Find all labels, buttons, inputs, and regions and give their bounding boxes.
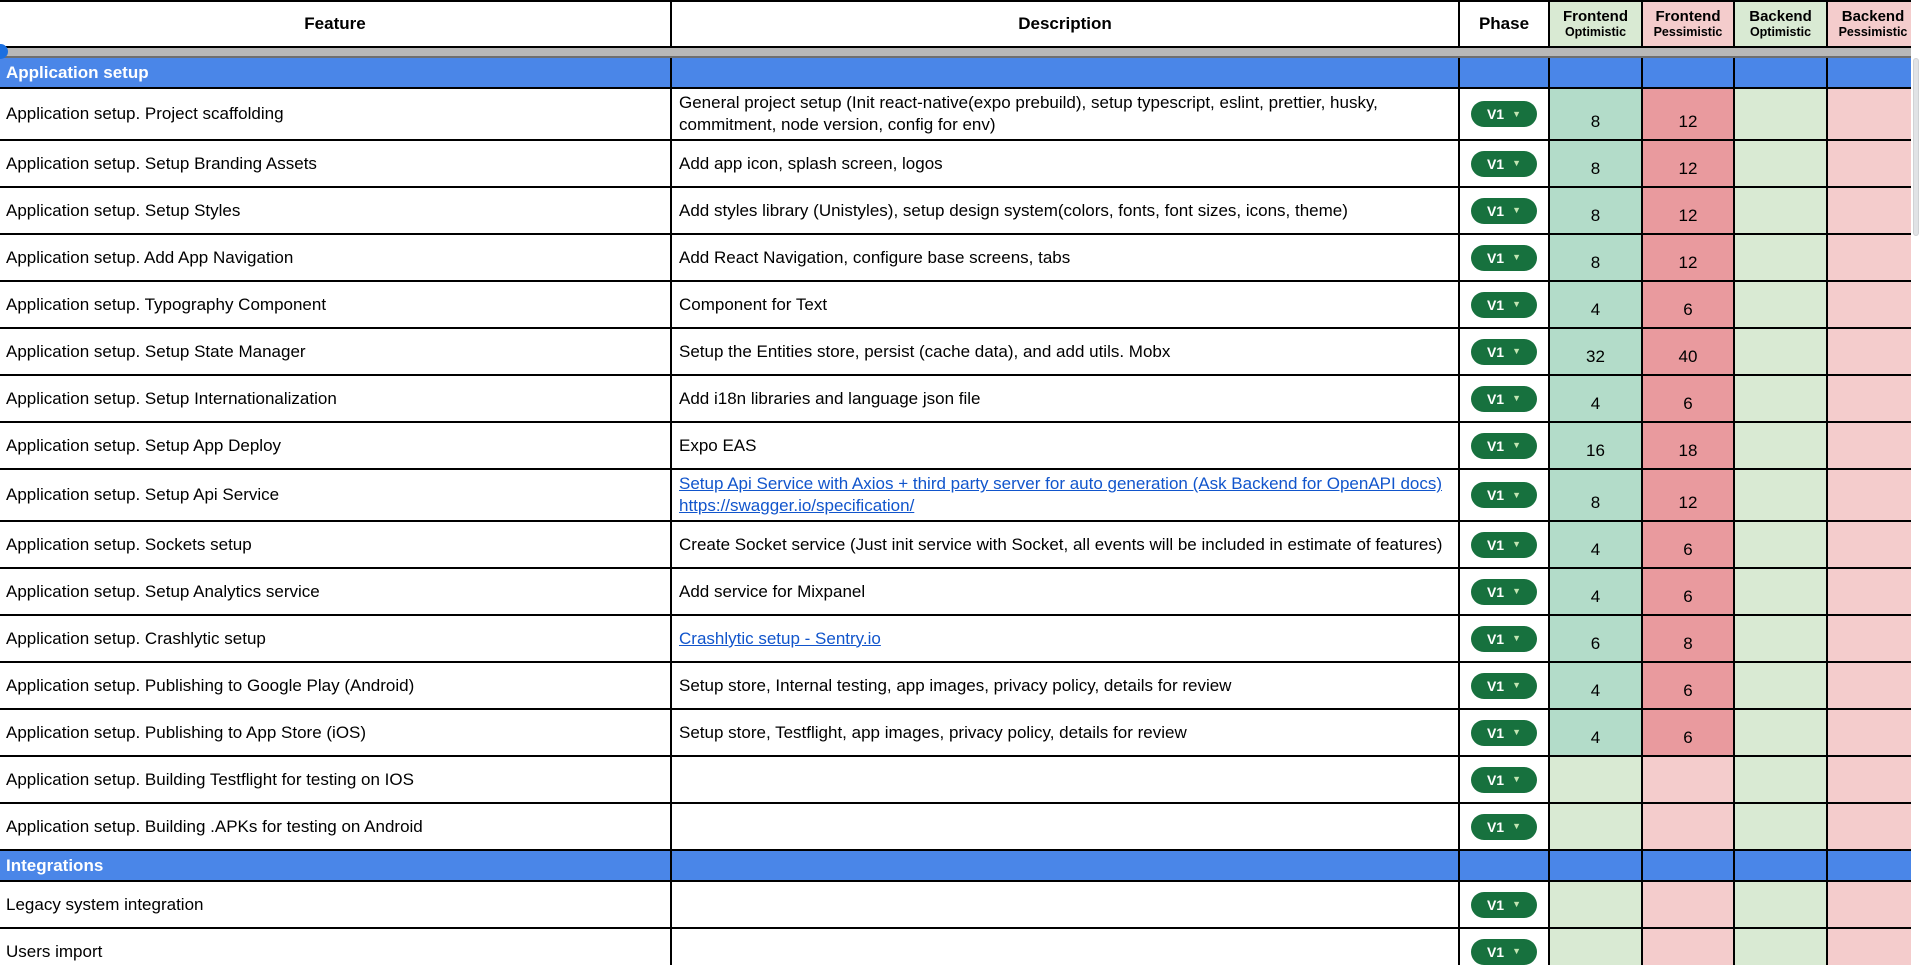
estimate-cell-backend-pessimistic[interactable] <box>1828 376 1920 423</box>
phase-chip[interactable] <box>1471 579 1537 605</box>
estimate-cell-backend-pessimistic[interactable] <box>1828 522 1920 569</box>
phase-chip[interactable] <box>1471 433 1537 459</box>
phase-chip[interactable] <box>1471 939 1537 965</box>
scrollbar-thumb[interactable] <box>1913 58 1919 236</box>
estimate-cell-frontend-pessimistic[interactable]: 6 <box>1643 376 1735 423</box>
estimate-cell-frontend-pessimistic[interactable] <box>1643 757 1735 804</box>
estimate-cell-backend-optimistic[interactable] <box>1735 882 1828 929</box>
header-row <box>0 0 1920 48</box>
chevron-down-icon: ▼ <box>1512 205 1522 216</box>
chevron-down-icon: ▼ <box>1512 158 1522 169</box>
feature-cell[interactable]: Application setup. Project scaffolding <box>0 89 672 141</box>
phase-chip[interactable] <box>1471 151 1537 177</box>
phase-cell[interactable] <box>1460 569 1550 616</box>
description-cell[interactable]: Add service for Mixpanel <box>672 569 1460 616</box>
estimate-cell-frontend-pessimistic[interactable]: 12 <box>1643 89 1735 141</box>
chevron-down-icon: ▼ <box>1512 108 1522 119</box>
chevron-down-icon: ▼ <box>1512 946 1522 957</box>
header-label: Backend <box>1841 7 1905 25</box>
feature-cell[interactable]: Application setup. Publishing to App Store (iOS) <box>0 710 672 757</box>
phase-cell[interactable] <box>1460 710 1550 757</box>
table-row <box>0 569 1920 616</box>
header-sublabel: Optimistic <box>1564 25 1627 40</box>
estimate-cell-backend-pessimistic[interactable] <box>1828 282 1920 329</box>
phase-cell[interactable] <box>1460 282 1550 329</box>
estimate-cell-backend-pessimistic[interactable] <box>1828 929 1920 965</box>
column-header-backend-pessimistic[interactable] <box>1828 2 1920 48</box>
phase-cell[interactable] <box>1460 663 1550 710</box>
estimate-cell-backend-optimistic[interactable] <box>1735 616 1828 663</box>
phase-cell[interactable] <box>1460 470 1550 522</box>
section-cell[interactable] <box>672 851 1460 882</box>
estimate-cell-backend-pessimistic[interactable] <box>1828 663 1920 710</box>
estimate-cell-backend-pessimistic[interactable] <box>1828 188 1920 235</box>
estimate-cell-frontend-pessimistic[interactable]: 40 <box>1643 329 1735 376</box>
header-label: Frontend <box>1563 7 1628 25</box>
table-row <box>0 376 1920 423</box>
phase-cell[interactable] <box>1460 188 1550 235</box>
feature-cell[interactable]: Application setup. Typography Component <box>0 282 672 329</box>
chevron-down-icon: ▼ <box>1512 489 1522 500</box>
phase-chip-label: V1 <box>1486 390 1505 407</box>
estimate-cell-frontend-optimistic[interactable]: 32 <box>1550 329 1643 376</box>
header-label: Backend <box>1749 7 1812 25</box>
estimate-cell-backend-optimistic[interactable] <box>1735 522 1828 569</box>
estimate-cell-frontend-pessimistic[interactable]: 6 <box>1643 710 1735 757</box>
section-cell[interactable] <box>1550 58 1643 89</box>
estimate-cell-frontend-pessimistic[interactable]: 8 <box>1643 616 1735 663</box>
estimate-cell-backend-pessimistic[interactable] <box>1828 89 1920 141</box>
feature-cell[interactable]: Application setup. Sockets setup <box>0 522 672 569</box>
estimate-cell-frontend-pessimistic[interactable] <box>1643 882 1735 929</box>
estimate-cell-frontend-optimistic[interactable]: 8 <box>1550 188 1643 235</box>
estimate-cell-frontend-optimistic[interactable]: 8 <box>1550 470 1643 522</box>
estimate-cell-backend-optimistic[interactable] <box>1735 282 1828 329</box>
description-cell[interactable]: Add React Navigation, configure base screens, tabs <box>672 235 1460 282</box>
estimate-cell-frontend-pessimistic[interactable]: 6 <box>1643 663 1735 710</box>
chevron-down-icon: ▼ <box>1512 633 1522 644</box>
phase-chip[interactable] <box>1471 532 1537 558</box>
estimate-cell-backend-optimistic[interactable] <box>1735 188 1828 235</box>
phase-chip[interactable] <box>1471 482 1537 508</box>
phase-chip[interactable] <box>1471 245 1537 271</box>
phase-chip[interactable] <box>1471 339 1537 365</box>
section-cell[interactable] <box>1460 58 1550 89</box>
section-cell[interactable] <box>672 58 1460 89</box>
phase-chip[interactable] <box>1471 626 1537 652</box>
phase-chip[interactable] <box>1471 767 1537 793</box>
phase-chip-label: V1 <box>1486 106 1505 123</box>
chevron-down-icon: ▼ <box>1512 899 1522 910</box>
feature-cell[interactable]: Application setup. Setup App Deploy <box>0 423 672 470</box>
phase-cell[interactable] <box>1460 522 1550 569</box>
section-cell[interactable] <box>1550 851 1643 882</box>
description-cell[interactable]: Create Socket service (Just init service with Socket, all events will be included in estimate of features) <box>672 522 1460 569</box>
phase-chip[interactable] <box>1471 814 1537 840</box>
feature-cell[interactable]: Application setup. Setup Internationalization <box>0 376 672 423</box>
feature-cell[interactable]: Application setup. Setup Styles <box>0 188 672 235</box>
phase-cell[interactable] <box>1460 141 1550 188</box>
section-cell[interactable] <box>1828 58 1920 89</box>
estimate-cell-frontend-optimistic[interactable]: 8 <box>1550 141 1643 188</box>
column-header-frontend-optimistic[interactable] <box>1550 2 1643 48</box>
section-title-cell[interactable]: Application setup <box>0 58 672 89</box>
estimate-cell-frontend-optimistic[interactable] <box>1550 804 1643 851</box>
estimate-cell-backend-optimistic[interactable] <box>1735 710 1828 757</box>
estimate-cell-frontend-optimistic[interactable] <box>1550 882 1643 929</box>
column-header-frontend-pessimistic[interactable] <box>1643 2 1735 48</box>
phase-cell[interactable] <box>1460 804 1550 851</box>
table-row <box>0 616 1920 663</box>
description-cell[interactable]: Setup store, Internal testing, app images, privacy policy, details for review <box>672 663 1460 710</box>
description-cell[interactable]: Expo EAS <box>672 423 1460 470</box>
phase-chip-label: V1 <box>1486 896 1505 913</box>
description-cell[interactable]: Component for Text <box>672 282 1460 329</box>
estimate-cell-frontend-optimistic[interactable]: 4 <box>1550 376 1643 423</box>
estimate-cell-backend-pessimistic[interactable] <box>1828 329 1920 376</box>
phase-chip-label: V1 <box>1486 536 1505 553</box>
table-body <box>0 58 1920 965</box>
estimate-cell-backend-pessimistic[interactable] <box>1828 470 1920 522</box>
phase-cell[interactable] <box>1460 376 1550 423</box>
estimate-cell-backend-optimistic[interactable] <box>1735 804 1828 851</box>
estimate-cell-frontend-optimistic[interactable]: 4 <box>1550 522 1643 569</box>
chevron-down-icon: ▼ <box>1512 586 1522 597</box>
estimate-cell-backend-pessimistic[interactable] <box>1828 423 1920 470</box>
estimate-cell-backend-pessimistic[interactable] <box>1828 710 1920 757</box>
feature-cell[interactable]: Users import <box>0 929 672 965</box>
estimate-cell-backend-optimistic[interactable] <box>1735 141 1828 188</box>
estimate-cell-backend-pessimistic[interactable] <box>1828 141 1920 188</box>
estimate-cell-frontend-optimistic[interactable]: 8 <box>1550 89 1643 141</box>
description-cell[interactable] <box>672 757 1460 804</box>
table-row <box>0 329 1920 376</box>
section-title-cell[interactable]: Integrations <box>0 851 672 882</box>
estimate-cell-backend-pessimistic[interactable] <box>1828 804 1920 851</box>
estimate-cell-backend-optimistic[interactable] <box>1735 470 1828 522</box>
phase-chip-label: V1 <box>1486 343 1505 360</box>
feature-cell[interactable]: Application setup. Publishing to Google Play (Android) <box>0 663 672 710</box>
header-sublabel: Pessimistic <box>1838 25 1908 40</box>
estimate-cell-frontend-optimistic[interactable]: 4 <box>1550 663 1643 710</box>
description-cell[interactable]: Add i18n libraries and language json file <box>672 376 1460 423</box>
estimate-cell-backend-pessimistic[interactable] <box>1828 616 1920 663</box>
table-row <box>0 235 1920 282</box>
phase-chip-label: V1 <box>1486 202 1505 219</box>
chevron-down-icon: ▼ <box>1512 539 1522 550</box>
feature-cell[interactable]: Application setup. Setup Analytics service <box>0 569 672 616</box>
chevron-down-icon: ▼ <box>1512 393 1522 404</box>
column-header-phase[interactable]: Phase <box>1460 2 1550 48</box>
phase-chip[interactable] <box>1471 720 1537 746</box>
phase-chip-label: V1 <box>1486 583 1505 600</box>
estimate-cell-frontend-pessimistic[interactable]: 6 <box>1643 282 1735 329</box>
description-cell[interactable] <box>672 616 1460 663</box>
estimate-cell-frontend-pessimistic[interactable]: 6 <box>1643 569 1735 616</box>
description-cell[interactable] <box>672 929 1460 965</box>
description-cell[interactable] <box>672 804 1460 851</box>
table-row <box>0 882 1920 929</box>
table-row <box>0 282 1920 329</box>
description-cell[interactable]: Setup store, Testflight, app images, privacy policy, details for review <box>672 710 1460 757</box>
estimate-cell-backend-pessimistic[interactable] <box>1828 569 1920 616</box>
phase-chip-label: V1 <box>1486 630 1505 647</box>
table-row <box>0 804 1920 851</box>
section-cell[interactable] <box>1460 851 1550 882</box>
description-cell[interactable]: General project setup (Init react-native(expo prebuild), setup typescript, eslint, prettier, husky, commitment, node version, config for env) <box>672 89 1460 141</box>
feature-cell[interactable]: Application setup. Setup Branding Assets <box>0 141 672 188</box>
feature-cell[interactable]: Application setup. Setup State Manager <box>0 329 672 376</box>
estimate-cell-frontend-pessimistic[interactable]: 12 <box>1643 235 1735 282</box>
estimate-cell-frontend-optimistic[interactable]: 16 <box>1550 423 1643 470</box>
chevron-down-icon: ▼ <box>1512 346 1522 357</box>
phase-cell[interactable] <box>1460 929 1550 965</box>
header-label: Frontend <box>1655 7 1721 25</box>
section-cell[interactable] <box>1828 851 1920 882</box>
table-row <box>0 423 1920 470</box>
chevron-down-icon: ▼ <box>1512 727 1522 738</box>
phase-cell[interactable] <box>1460 757 1550 804</box>
column-header-description[interactable]: Description <box>672 2 1460 48</box>
description-cell[interactable]: Add styles library (Unistyles), setup design system(colors, fonts, font sizes, icons, theme) <box>672 188 1460 235</box>
estimate-cell-frontend-pessimistic[interactable]: 6 <box>1643 522 1735 569</box>
estimate-cell-backend-optimistic[interactable] <box>1735 235 1828 282</box>
estimate-cell-frontend-pessimistic[interactable] <box>1643 929 1735 965</box>
description-cell[interactable]: Add app icon, splash screen, logos <box>672 141 1460 188</box>
estimate-cell-frontend-pessimistic[interactable]: 12 <box>1643 470 1735 522</box>
estimate-cell-backend-pessimistic[interactable] <box>1828 757 1920 804</box>
estimate-cell-frontend-pessimistic[interactable]: 12 <box>1643 141 1735 188</box>
table-row <box>0 710 1920 757</box>
phase-cell[interactable] <box>1460 89 1550 141</box>
phase-chip-label: V1 <box>1486 249 1505 266</box>
phase-chip-label: V1 <box>1486 296 1505 313</box>
section-cell[interactable] <box>1735 851 1828 882</box>
estimate-cell-frontend-pessimistic[interactable]: 18 <box>1643 423 1735 470</box>
estimate-cell-backend-optimistic[interactable] <box>1735 929 1828 965</box>
table-row <box>0 141 1920 188</box>
header-sublabel: Pessimistic <box>1653 25 1723 40</box>
description-cell[interactable]: Setup the Entities store, persist (cache data), and add utils. Mobx <box>672 329 1460 376</box>
phase-chip-label: V1 <box>1486 818 1505 835</box>
phase-chip[interactable] <box>1471 673 1537 699</box>
estimate-cell-frontend-optimistic[interactable]: 4 <box>1550 710 1643 757</box>
phase-chip[interactable] <box>1471 101 1537 127</box>
phase-chip[interactable] <box>1471 198 1537 224</box>
table-row <box>0 89 1920 141</box>
phase-cell[interactable] <box>1460 423 1550 470</box>
estimate-cell-backend-optimistic[interactable] <box>1735 89 1828 141</box>
description-link[interactable]: Crashlytic setup - Sentry.io <box>679 628 881 648</box>
phase-chip-label: V1 <box>1486 943 1505 960</box>
phase-cell[interactable] <box>1460 616 1550 663</box>
chevron-down-icon: ▼ <box>1512 821 1522 832</box>
estimate-cell-backend-optimistic[interactable] <box>1735 569 1828 616</box>
chevron-down-icon: ▼ <box>1512 774 1522 785</box>
phase-chip-label: V1 <box>1486 487 1505 504</box>
estimate-cell-frontend-optimistic[interactable]: 4 <box>1550 569 1643 616</box>
section-cell[interactable] <box>1643 58 1735 89</box>
table-row <box>0 522 1920 569</box>
phase-cell[interactable] <box>1460 329 1550 376</box>
estimate-cell-backend-optimistic[interactable] <box>1735 376 1828 423</box>
estimate-cell-frontend-optimistic[interactable] <box>1550 929 1643 965</box>
section-row <box>0 58 1920 89</box>
column-header-feature[interactable]: Feature <box>0 2 672 48</box>
estimate-cell-backend-optimistic[interactable] <box>1735 423 1828 470</box>
section-row <box>0 851 1920 882</box>
feature-cell[interactable]: Application setup. Setup Api Service <box>0 470 672 522</box>
chevron-down-icon: ▼ <box>1512 440 1522 451</box>
phase-cell[interactable] <box>1460 882 1550 929</box>
feature-cell[interactable]: Application setup. Crashlytic setup <box>0 616 672 663</box>
section-cell[interactable] <box>1735 58 1828 89</box>
table-row <box>0 757 1920 804</box>
feature-cell[interactable]: Application setup. Building Testflight for testing on IOS <box>0 757 672 804</box>
table-row <box>0 470 1920 522</box>
phase-chip-label: V1 <box>1486 677 1505 694</box>
phase-chip[interactable] <box>1471 386 1537 412</box>
estimate-cell-frontend-optimistic[interactable]: 8 <box>1550 235 1643 282</box>
phase-chip-label: V1 <box>1486 724 1505 741</box>
phase-chip-label: V1 <box>1486 155 1505 172</box>
chevron-down-icon: ▼ <box>1512 680 1522 691</box>
vertical-scrollbar[interactable] <box>1911 0 1920 965</box>
estimate-cell-frontend-pessimistic[interactable]: 12 <box>1643 188 1735 235</box>
estimate-cell-backend-pessimistic[interactable] <box>1828 882 1920 929</box>
chevron-down-icon: ▼ <box>1512 299 1522 310</box>
table-row <box>0 188 1920 235</box>
estimate-cell-backend-optimistic[interactable] <box>1735 757 1828 804</box>
phase-chip[interactable] <box>1471 292 1537 318</box>
feature-cell[interactable]: Application setup. Building .APKs for testing on Android <box>0 804 672 851</box>
table-row <box>0 929 1920 965</box>
section-cell[interactable] <box>1643 851 1735 882</box>
estimate-cell-frontend-optimistic[interactable] <box>1550 757 1643 804</box>
frozen-row-divider[interactable] <box>0 48 1920 58</box>
estimate-cell-backend-optimistic[interactable] <box>1735 663 1828 710</box>
phase-chip[interactable] <box>1471 892 1537 918</box>
chevron-down-icon: ▼ <box>1512 252 1522 263</box>
phase-cell[interactable] <box>1460 235 1550 282</box>
estimate-cell-frontend-optimistic[interactable]: 6 <box>1550 616 1643 663</box>
description-cell[interactable] <box>672 882 1460 929</box>
feature-cell[interactable]: Application setup. Add App Navigation <box>0 235 672 282</box>
estimate-cell-backend-pessimistic[interactable] <box>1828 235 1920 282</box>
estimate-cell-frontend-optimistic[interactable]: 4 <box>1550 282 1643 329</box>
description-link[interactable]: Setup Api Service with Axios + third party server for auto generation (Ask Backend for OpenAPI docs) https://swagger.io/specification/ <box>679 474 1443 516</box>
estimate-cell-backend-optimistic[interactable] <box>1735 329 1828 376</box>
description-cell[interactable] <box>672 470 1460 522</box>
estimate-cell-frontend-pessimistic[interactable] <box>1643 804 1735 851</box>
feature-cell[interactable]: Legacy system integration <box>0 882 672 929</box>
header-sublabel: Optimistic <box>1749 25 1812 40</box>
phase-chip-label: V1 <box>1486 771 1505 788</box>
phase-chip-label: V1 <box>1486 437 1505 454</box>
column-header-backend-optimistic[interactable] <box>1735 2 1828 48</box>
table-row <box>0 663 1920 710</box>
